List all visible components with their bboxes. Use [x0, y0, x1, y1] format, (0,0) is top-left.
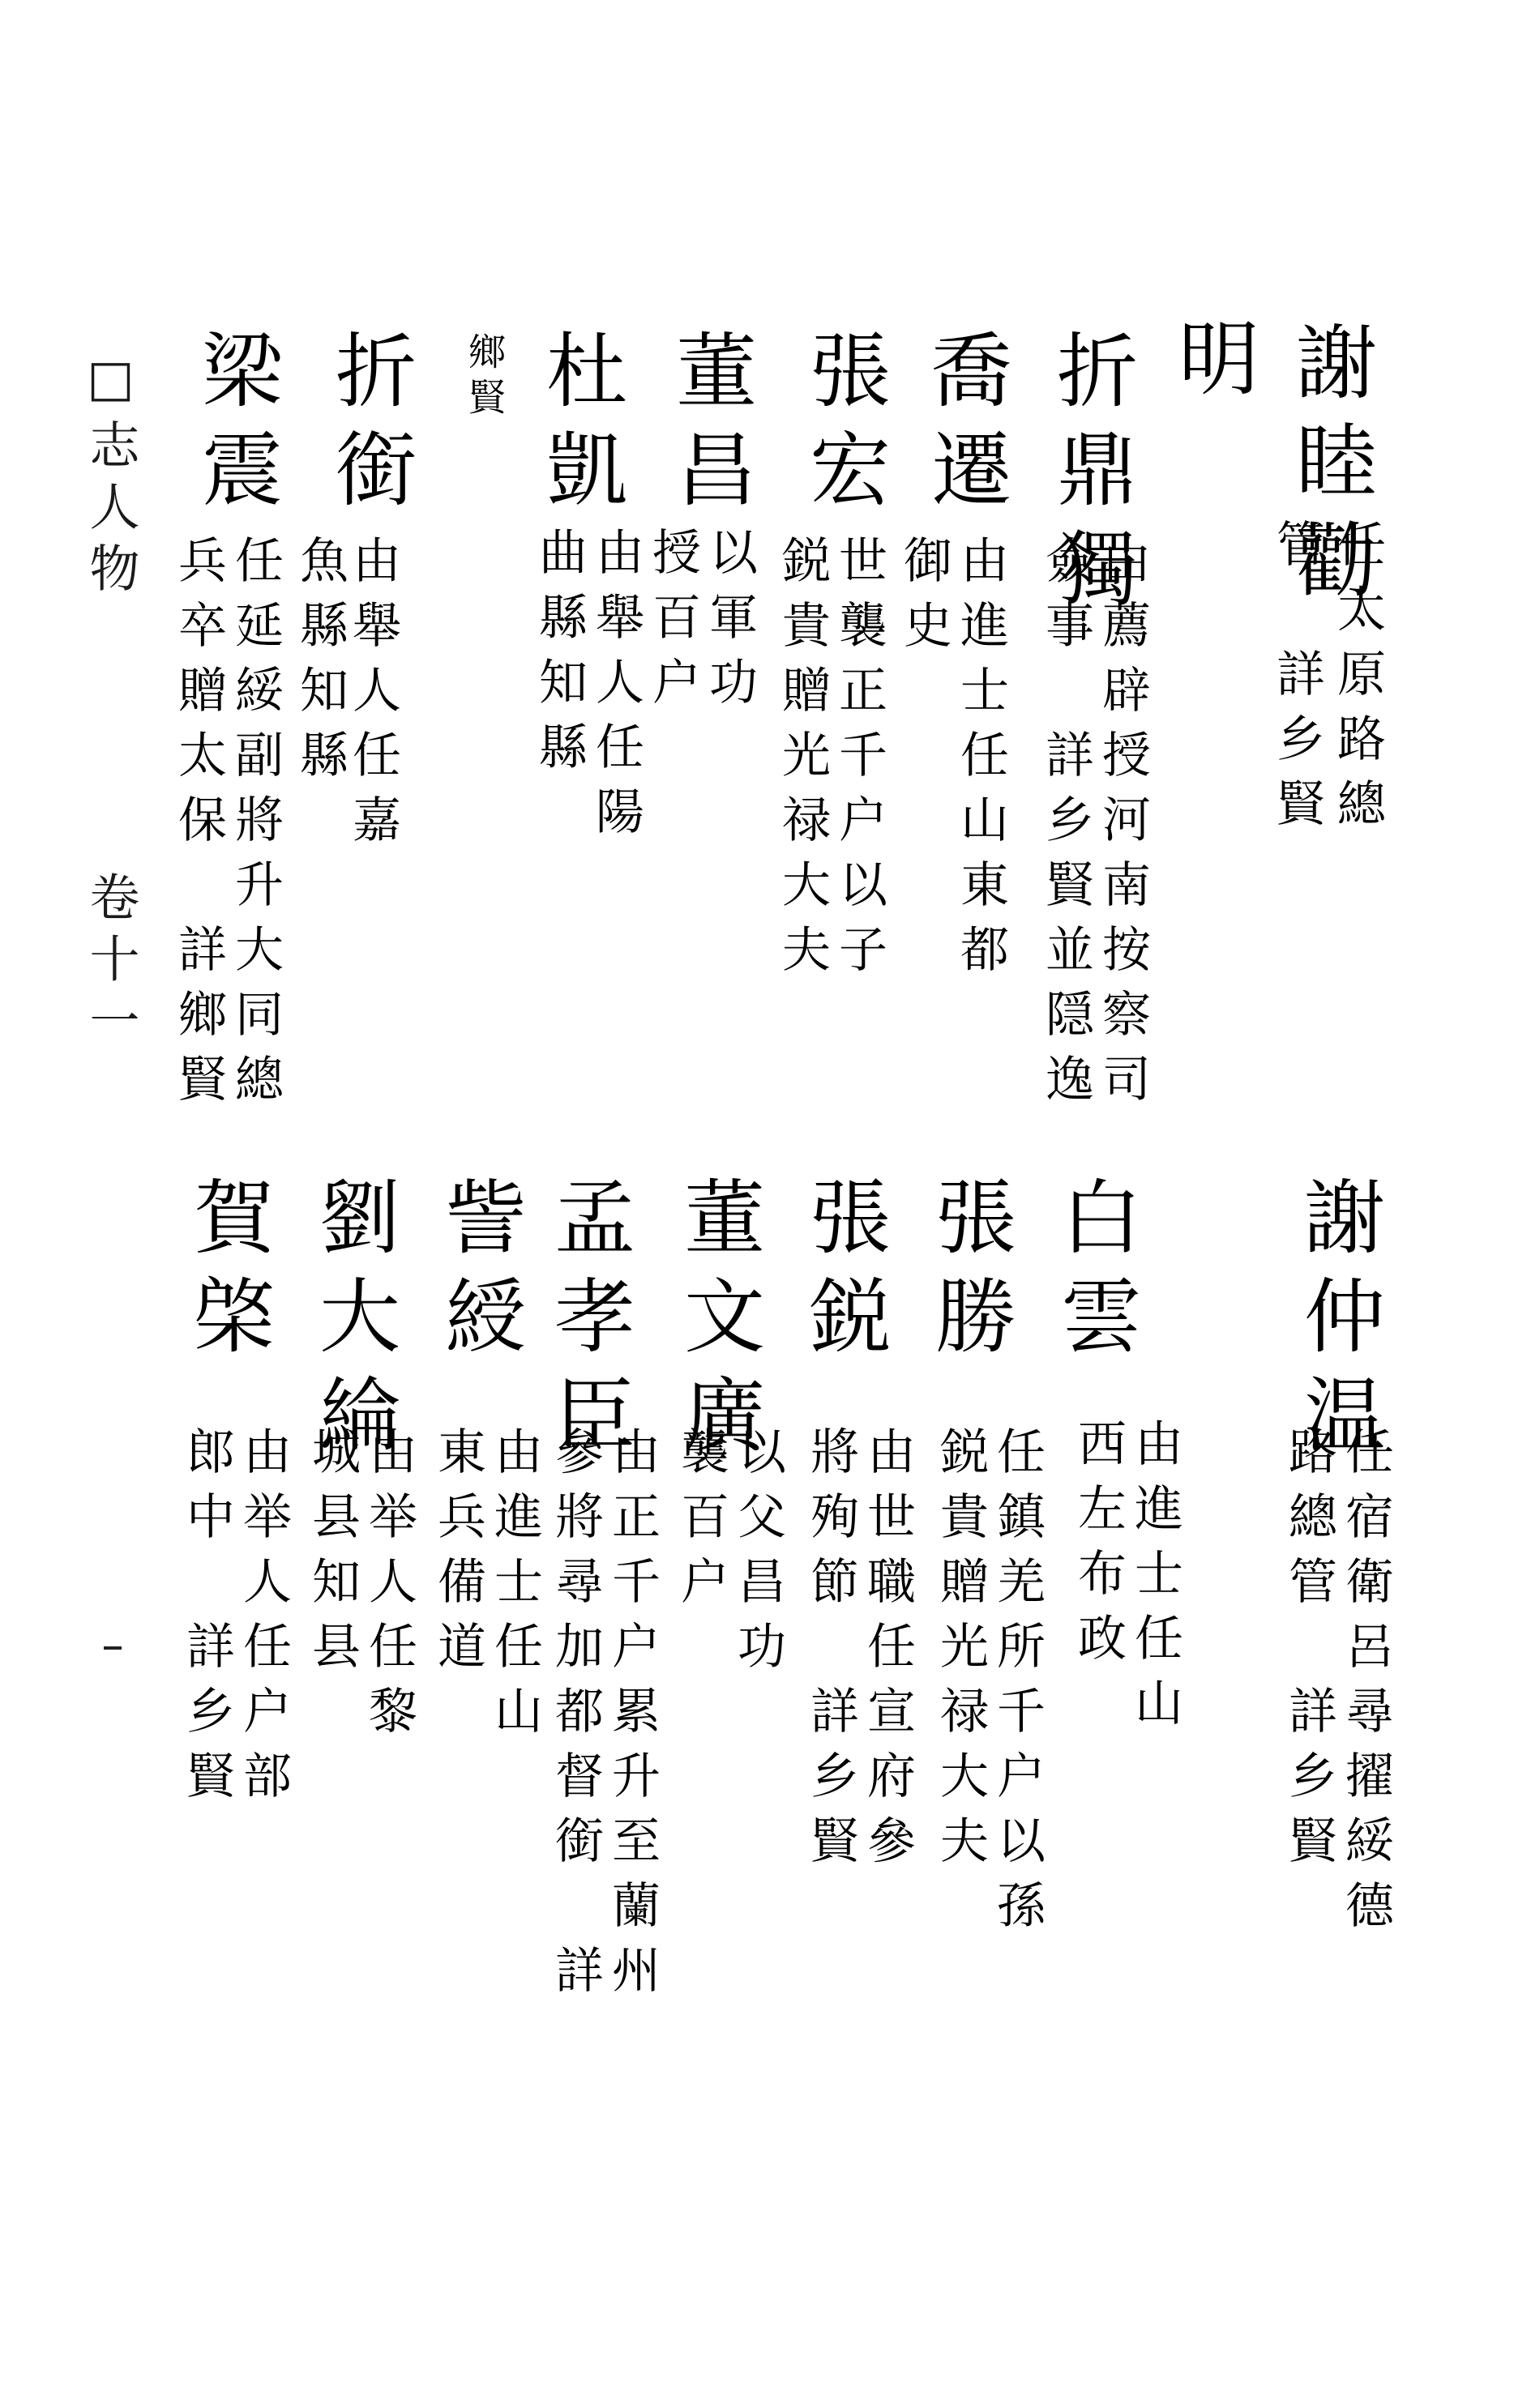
- entry-note: 由舉人任陽: [588, 527, 644, 851]
- entry-note: 參將尋加都督銜 詳: [547, 1426, 604, 2009]
- entry-note: 路總管 詳乡賢: [1281, 1426, 1337, 1880]
- entry-note: 由舉人任嘉: [344, 535, 401, 859]
- entry-name: 折銜: [322, 328, 417, 526]
- entry-name: 折鼎獨: [1043, 328, 1138, 625]
- entry-note: 襲百户: [673, 1426, 729, 1620]
- entry-name: 白雲: [1047, 1175, 1142, 1373]
- entry-name: 杜凱: [532, 328, 627, 526]
- entry-name: 董昌: [662, 328, 757, 526]
- margin-tick: [104, 1646, 122, 1650]
- entry-note: 御史: [896, 535, 952, 664]
- entry-note: 授百户: [644, 527, 701, 721]
- entry-name: 張勝: [922, 1175, 1016, 1373]
- entry-note: 任延綏副將升大同總: [227, 535, 284, 1118]
- entry-name: 梁震: [188, 328, 283, 526]
- entry-note: 城县知县: [304, 1426, 361, 1685]
- entry-note: 由進士任山: [1127, 1418, 1183, 1742]
- xiangxian-tag: 鄉賢: [463, 332, 507, 423]
- margin-title: □志人物: [81, 348, 140, 604]
- entry-note: 曲縣知縣: [531, 527, 588, 786]
- entry-name: 謝睦勸: [1282, 320, 1377, 617]
- entry-name: 喬遷: [917, 328, 1012, 526]
- entry-note: 鋭貴贈光禄大夫: [932, 1426, 989, 1880]
- entry-note: 由举人任黎: [361, 1426, 417, 1750]
- entry-note: 由進士任山: [486, 1426, 543, 1750]
- entry-name: 訾綬: [431, 1175, 526, 1373]
- entry-note: 由举人任户部: [235, 1426, 292, 1815]
- entry-note: 由進士任山東都: [952, 535, 1009, 988]
- entry-note: 鋭貴贈光禄大夫: [774, 535, 831, 988]
- entry-note: 僉事 詳乡賢並隠逸: [1037, 535, 1094, 1118]
- entry-note: 世襲正千户以子: [831, 535, 887, 988]
- entry-name: 董文廣: [670, 1175, 765, 1471]
- dynasty-heading: 明: [1165, 316, 1259, 415]
- entry-note: 任宿衛呂尋擢綏德: [1337, 1426, 1394, 1945]
- entry-note: 將殉節 詳乡賢: [802, 1426, 859, 1880]
- entry-name: 張宏: [796, 328, 891, 526]
- entry-note: 兵卒贈太保 詳鄉賢: [170, 535, 227, 1118]
- entry-note: 郎中 詳乡賢: [178, 1426, 235, 1815]
- entry-name: 張鋭: [796, 1175, 891, 1373]
- entry-note: 任太原路總: [1329, 519, 1386, 843]
- entry-name: 孟孝臣: [541, 1175, 635, 1471]
- entry-name: 賀棨: [180, 1175, 275, 1373]
- entry-note: 東兵備道: [430, 1426, 486, 1685]
- entry-note: 由薦辟授河南按察司: [1094, 535, 1151, 1118]
- entry-note: 任鎮羌所千户以孫: [989, 1426, 1046, 1945]
- entry-note: 魚縣知縣: [292, 535, 349, 794]
- entry-note: 管 詳乡賢: [1268, 519, 1325, 843]
- entry-note: 以軍功: [701, 527, 758, 721]
- margin-folio: 卷十一: [81, 871, 140, 1056]
- entry-note: 由正千户累升至蘭州: [604, 1426, 661, 2009]
- entry-note: 以父昌功: [729, 1426, 786, 1685]
- entry-name: 劉大綸: [306, 1175, 400, 1471]
- entry-name: 謝仲温: [1290, 1175, 1385, 1471]
- entry-note: 西左布政: [1070, 1418, 1127, 1677]
- entry-note: 由世職任宣府參: [859, 1426, 916, 1880]
